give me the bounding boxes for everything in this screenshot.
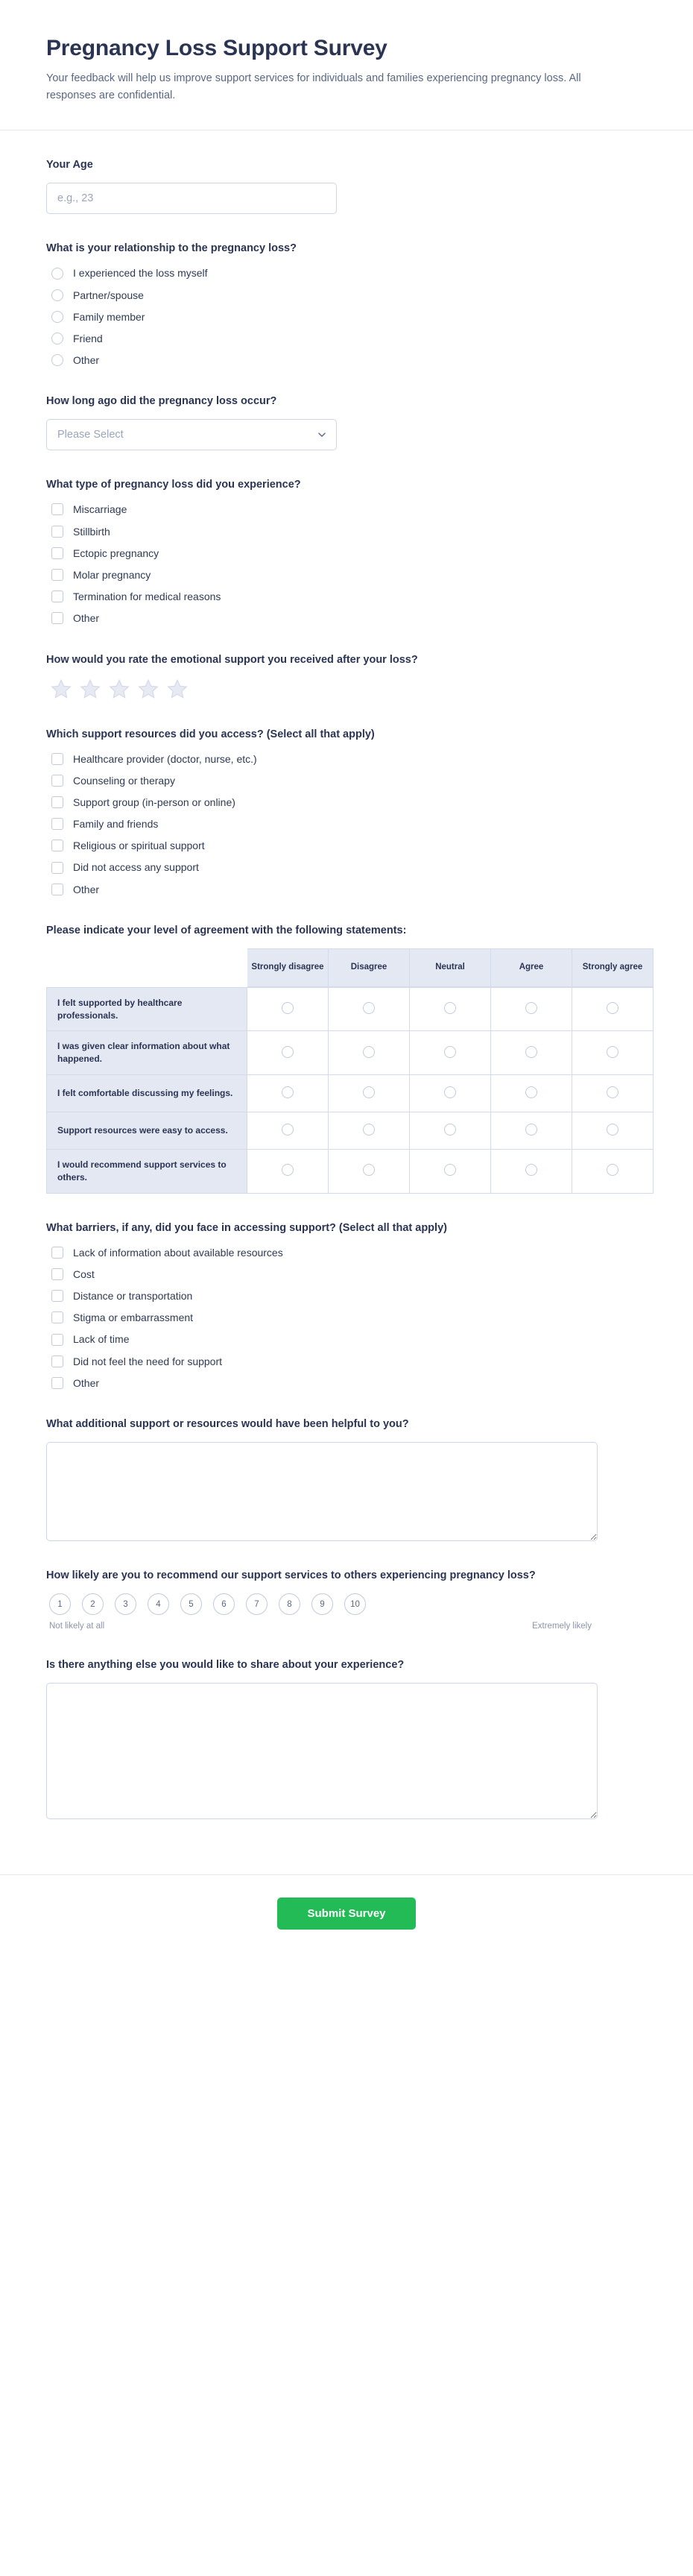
nps-anchor-labels [46,1622,592,1631]
matrix-cell[interactable] [572,1150,654,1194]
checkbox-icon[interactable] [51,503,63,515]
matrix-cell[interactable] [329,1031,410,1075]
checkbox-icon[interactable] [51,591,63,602]
checkbox-label: Cost [73,1267,95,1280]
matrix-row-label: Support resources were easy to access. [46,1112,247,1150]
matrix-cell[interactable] [491,1150,572,1194]
question-agreement-matrix-label: Please indicate your level of agreement with the following statements: [46,924,407,936]
page-title: Pregnancy Loss Support Survey [46,36,387,60]
age-input[interactable] [46,183,337,214]
radio-icon[interactable] [444,1124,456,1136]
radio-label: Friend [73,332,103,344]
checkbox-option[interactable] [46,1267,647,1281]
checkbox-label: Distance or transportation [73,1290,193,1303]
radio-icon[interactable] [282,1164,294,1176]
checkbox-option[interactable] [46,752,647,766]
radio-option[interactable] [46,289,647,302]
question-nps-label: How likely are you to recommend our support services to others experiencing pregnancy loss? [46,1569,536,1581]
question-nps [46,1568,647,1631]
matrix-cell[interactable] [491,1031,572,1075]
loss-type-options [46,503,647,625]
radio-icon[interactable] [363,1002,375,1014]
checkbox-label: Stillbirth [73,525,110,538]
matrix-cell[interactable] [247,1031,329,1075]
radio-icon[interactable] [444,1086,456,1098]
matrix-cell[interactable] [410,1150,491,1194]
matrix-cell[interactable] [329,1075,410,1112]
checkbox-option[interactable] [46,1311,647,1324]
checkbox-label: Miscarriage [73,503,127,516]
checkbox-option[interactable] [46,796,647,809]
radio-icon[interactable] [525,1164,537,1176]
matrix-cell[interactable] [329,987,410,1032]
question-age [46,157,647,214]
matrix-column-header: Neutral [410,948,491,987]
timing-select-wrapper [46,419,337,450]
open-comments-textarea[interactable] [46,1683,598,1819]
matrix-header-row [46,948,654,987]
checkbox-label: Termination for medical reasons [73,591,221,603]
checkbox-icon[interactable] [51,547,63,559]
question-open-comments-label: Is there anything else you would like to share about your experience? [46,1659,405,1671]
matrix-cell[interactable] [491,1112,572,1150]
checkbox-option[interactable] [46,1376,647,1390]
nps-option[interactable]: 7 [246,1593,268,1615]
checkbox-option[interactable] [46,525,647,538]
nps-option[interactable]: 4 [148,1593,169,1615]
question-additional-support [46,1417,647,1541]
checkbox-icon[interactable] [51,796,63,808]
matrix-column-header: Agree [491,948,572,987]
matrix-cell[interactable] [410,987,491,1032]
radio-icon[interactable] [363,1124,375,1136]
star-icon[interactable] [108,678,130,700]
checkbox-icon[interactable] [51,862,63,874]
nps-option[interactable]: 9 [311,1593,333,1615]
checkbox-label: Did not feel the need for support [73,1355,223,1367]
radio-icon[interactable] [525,1046,537,1058]
matrix-row-label: I felt supported by healthcare professionals. [46,987,247,1032]
matrix-cell[interactable] [247,1150,329,1194]
checkbox-option[interactable] [46,774,647,787]
radio-label: I experienced the loss myself [73,267,208,280]
question-loss-type-label: What type of pregnancy loss did you experience? [46,479,301,491]
radio-icon[interactable] [282,1086,294,1098]
checkbox-icon[interactable] [51,1247,63,1259]
radio-icon[interactable] [607,1124,618,1136]
checkbox-label: Ectopic pregnancy [73,547,159,559]
checkbox-label: Lack of information about available resources [73,1246,283,1259]
radio-label: Other [73,354,100,367]
checkbox-option[interactable] [46,611,647,625]
checkbox-option[interactable] [46,547,647,560]
question-relationship [46,241,647,367]
survey-description: Your feedback will help us improve support services for individuals and families experiencing pregnancy loss. All responses are confidential. [46,72,581,102]
radio-icon[interactable] [525,1002,537,1014]
checkbox-option[interactable] [46,860,647,874]
radio-icon[interactable] [525,1086,537,1098]
nps-option[interactable]: 2 [82,1593,104,1615]
matrix-cell[interactable] [491,987,572,1032]
radio-icon[interactable] [363,1164,375,1176]
question-relationship-label: What is your relationship to the pregnancy loss? [46,242,297,255]
checkbox-label: Lack of time [73,1333,130,1346]
checkbox-option[interactable] [46,1246,647,1259]
checkbox-label: Stigma or embarrassment [73,1311,194,1324]
checkbox-option[interactable] [46,590,647,603]
nps-option[interactable]: 3 [115,1593,136,1615]
star-rating[interactable] [46,678,647,700]
radio-icon[interactable] [525,1124,537,1136]
agreement-matrix-table [46,948,654,1194]
question-emotional-rating [46,652,647,700]
radio-icon[interactable] [607,1164,618,1176]
timing-select-value: Please Select [57,429,124,441]
checkbox-icon[interactable] [51,775,63,787]
matrix-row-label: I felt comfortable discussing my feelings. [46,1075,247,1112]
nps-option[interactable]: 8 [279,1593,300,1615]
matrix-row [46,1075,654,1112]
matrix-column-header: Strongly agree [572,948,654,987]
radio-icon[interactable] [51,311,63,323]
checkbox-option[interactable] [46,1332,647,1346]
checkbox-label: Counseling or therapy [73,774,175,787]
matrix-column-header: Disagree [329,948,410,987]
checkbox-icon[interactable] [51,884,63,895]
radio-option[interactable] [46,310,647,324]
question-barriers-label: What barriers, if any, did you face in accessing support? (Select all that apply) [46,1221,447,1234]
additional-support-textarea[interactable] [46,1442,598,1541]
radio-label: Partner/spouse [73,289,144,301]
matrix-row-label: I was given clear information about what happened. [46,1031,247,1075]
checkbox-option[interactable] [46,503,647,516]
checkbox-label: Family and friends [73,818,159,831]
nps-scale [46,1593,647,1615]
radio-icon[interactable] [51,268,63,280]
question-open-comments [46,1657,647,1819]
matrix-cell[interactable] [410,1112,491,1150]
matrix-cell[interactable] [572,987,654,1032]
matrix-corner-cell [46,948,247,987]
radio-icon[interactable] [607,1086,618,1098]
checkbox-label: Other [73,883,100,895]
question-timing-label: How long ago did the pregnancy loss occur? [46,395,277,408]
question-agreement-matrix [46,923,647,1194]
radio-icon[interactable] [444,1164,456,1176]
question-loss-type [46,477,647,625]
checkbox-label: Other [73,612,100,625]
star-icon[interactable] [166,678,189,700]
checkbox-icon[interactable] [51,612,63,624]
checkbox-icon[interactable] [51,1290,63,1302]
checkbox-label: Molar pregnancy [73,568,151,581]
checkbox-option[interactable] [46,1355,647,1368]
timing-select[interactable] [46,419,337,450]
nps-option[interactable]: 1 [49,1593,71,1615]
checkbox-icon[interactable] [51,1377,63,1389]
radio-option[interactable] [46,353,647,367]
matrix-cell[interactable] [491,1075,572,1112]
resources-options [46,752,647,896]
star-icon[interactable] [137,678,159,700]
matrix-cell[interactable] [572,1112,654,1150]
radio-icon[interactable] [51,333,63,344]
question-timing [46,394,647,450]
question-additional-support-label: What additional support or resources would have been helpful to you? [46,1417,409,1430]
checkbox-icon[interactable] [51,818,63,830]
matrix-cell[interactable] [410,1031,491,1075]
radio-icon[interactable] [51,289,63,301]
checkbox-icon[interactable] [51,753,63,765]
matrix-row-label: I would recommend support services to others. [46,1150,247,1194]
question-resources-label: Which support resources did you access? (Select all that apply) [46,728,375,740]
nps-left-anchor: Not likely at all [49,1622,105,1631]
question-age-label: Your Age [46,159,93,171]
matrix-cell[interactable] [247,1075,329,1112]
radio-icon[interactable] [282,1046,294,1058]
checkbox-label: Other [73,1376,100,1389]
radio-icon[interactable] [444,1002,456,1014]
matrix-row [46,1150,654,1194]
nps-option[interactable]: 10 [344,1593,366,1615]
barriers-options [46,1246,647,1390]
radio-icon[interactable] [363,1046,375,1058]
radio-icon[interactable] [363,1086,375,1098]
checkbox-icon[interactable] [51,1355,63,1367]
question-barriers [46,1221,647,1390]
checkbox-option[interactable] [46,883,647,896]
checkbox-label: Healthcare provider (doctor, nurse, etc.) [73,752,257,765]
matrix-cell[interactable] [572,1075,654,1112]
matrix-cell[interactable] [572,1031,654,1075]
matrix-cell[interactable] [247,1112,329,1150]
question-emotional-rating-label: How would you rate the emotional support you received after your loss? [46,653,418,666]
radio-icon[interactable] [607,1002,618,1014]
matrix-cell[interactable] [247,987,329,1032]
matrix-row [46,987,654,1032]
nps-option[interactable]: 5 [180,1593,202,1615]
star-icon[interactable] [79,678,101,700]
checkbox-option[interactable] [46,568,647,582]
checkbox-icon[interactable] [51,840,63,851]
question-resources [46,727,647,896]
checkbox-icon[interactable] [51,1268,63,1280]
matrix-cell[interactable] [329,1112,410,1150]
nps-right-anchor: Extremely likely [532,1622,592,1631]
matrix-cell[interactable] [410,1075,491,1112]
radio-option[interactable] [46,332,647,345]
matrix-cell[interactable] [329,1150,410,1194]
relationship-options [46,266,647,367]
checkbox-label: Support group (in-person or online) [73,796,235,808]
radio-icon[interactable] [51,354,63,366]
radio-icon[interactable] [282,1002,294,1014]
radio-option[interactable] [46,266,647,280]
survey-body [0,130,693,1854]
matrix-row [46,1031,654,1075]
checkbox-icon[interactable] [51,569,63,581]
checkbox-icon[interactable] [51,526,63,538]
checkbox-option[interactable] [46,817,647,831]
checkbox-option[interactable] [46,839,647,852]
nps-option[interactable]: 6 [213,1593,235,1615]
radio-icon[interactable] [607,1046,618,1058]
checkbox-icon[interactable] [51,1334,63,1346]
matrix-column-header: Strongly disagree [247,948,329,987]
radio-label: Family member [73,310,145,323]
checkbox-option[interactable] [46,1289,647,1303]
star-icon[interactable] [50,678,72,700]
radio-icon[interactable] [444,1046,456,1058]
radio-icon[interactable] [282,1124,294,1136]
survey-footer [0,1874,693,1959]
checkbox-icon[interactable] [51,1311,63,1323]
survey-header [0,0,693,130]
checkbox-label: Religious or spiritual support [73,840,205,852]
matrix-row [46,1112,654,1150]
checkbox-label: Did not access any support [73,861,199,874]
submit-button[interactable]: Submit Survey [277,1898,415,1930]
